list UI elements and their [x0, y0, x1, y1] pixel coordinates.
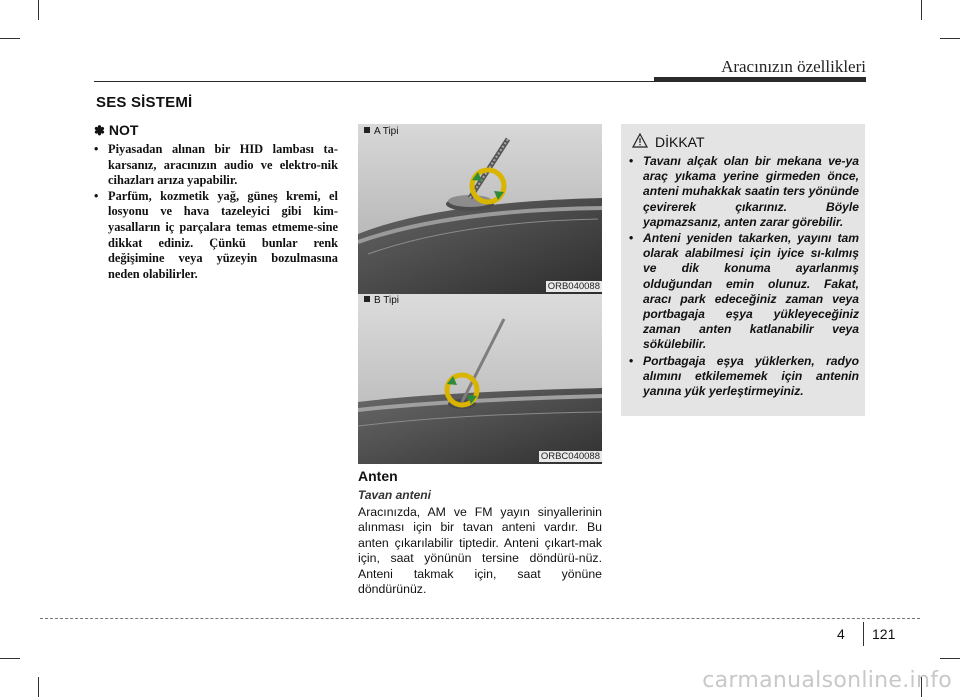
note-star-icon: ✽: [94, 123, 105, 138]
figure-a-code-wrap: [358, 124, 602, 294]
crop-mark: [0, 38, 20, 39]
caution-item: • Anteni yeniden takarken, yayını tam olarak alabilmesi için iyice sı-kılmış ve dik konuma ayarlanmış olduğundan emin olunuz. Fakat, aracı park edeceğiniz zaman veya portbagaja eşya yükleyeceğiniz zaman anten katlanabilir veya sökülebilir.: [627, 231, 859, 353]
header-rule: [94, 81, 866, 82]
antenna-subtitle: Tavan anteni: [358, 488, 431, 502]
warning-triangle-icon: [632, 133, 648, 148]
footer-divider: [40, 618, 920, 619]
caution-heading: DİKKAT: [655, 134, 705, 150]
crop-mark: [0, 658, 20, 659]
antenna-title: Anten: [358, 468, 398, 484]
figure-a-label-text: A Tipi: [374, 126, 399, 137]
note-item: • Parfüm, kozmetik yağ, güneş kremi, el losyonu ve hava tazeleyici gibi kim-yasalların iç parçalara temas etmeme-sine dikkat ediniz. Çünkü bunlar renk değişimine veya yüzeyin bozulmasına neden olabilirler.: [94, 189, 338, 283]
crop-mark: [921, 0, 922, 20]
caution-item: • Tavanı alçak olan bir mekana ve-ya araç yıkama yerine girmeden önce, anteni muhakkak saatin ters yönünde çevirerek çıkarınız. Böyle yapmazsanız, anten zarar görebilir.: [627, 154, 859, 230]
crop-mark: [940, 38, 960, 39]
note-heading: [94, 122, 138, 139]
figure-a-code: ORB040088: [547, 281, 600, 292]
chapter-title: Aracınızın özellikleri: [721, 57, 866, 76]
crop-mark: [38, 0, 39, 20]
note-item: • Piyasadan alınan bir HID lambası ta-karsanız, aracınızın audio ve elektro-nik cihazları arıza yapabilir.: [94, 142, 338, 189]
antenna-body: Aracınızda, AM ve FM yayın sinyallerinin alınması için bir tavan anteni vardır. Bu anten çıkarılabilir tiptedir. Anteni çıkart-mak için, saat yönünün tersine döndürü-nüz. Anteni takmak için, saat yönüne döndürünüz.: [358, 505, 602, 597]
caution-list: [627, 154, 859, 400]
figure-b-label-text: B Tipi: [374, 295, 400, 306]
watermark: carmanualsonline.info: [702, 668, 952, 693]
section-title: SES SİSTEMİ: [96, 94, 193, 111]
note-heading-label: NOT: [108, 122, 139, 138]
figure-b-code-wrap: [358, 294, 602, 464]
crop-mark: [940, 658, 960, 659]
note-list: [94, 142, 338, 282]
page-separator: [863, 622, 864, 646]
chapter-number: 4: [837, 626, 845, 642]
figure-b-code: ORBC040088: [540, 451, 600, 462]
crop-mark: [38, 677, 39, 697]
page-number: 121: [872, 626, 896, 642]
caution-item: • Portbagaja eşya yüklerken, radyo alımını etkilememek için antenin yanına yük yerleştirmeyiniz.: [627, 354, 859, 400]
